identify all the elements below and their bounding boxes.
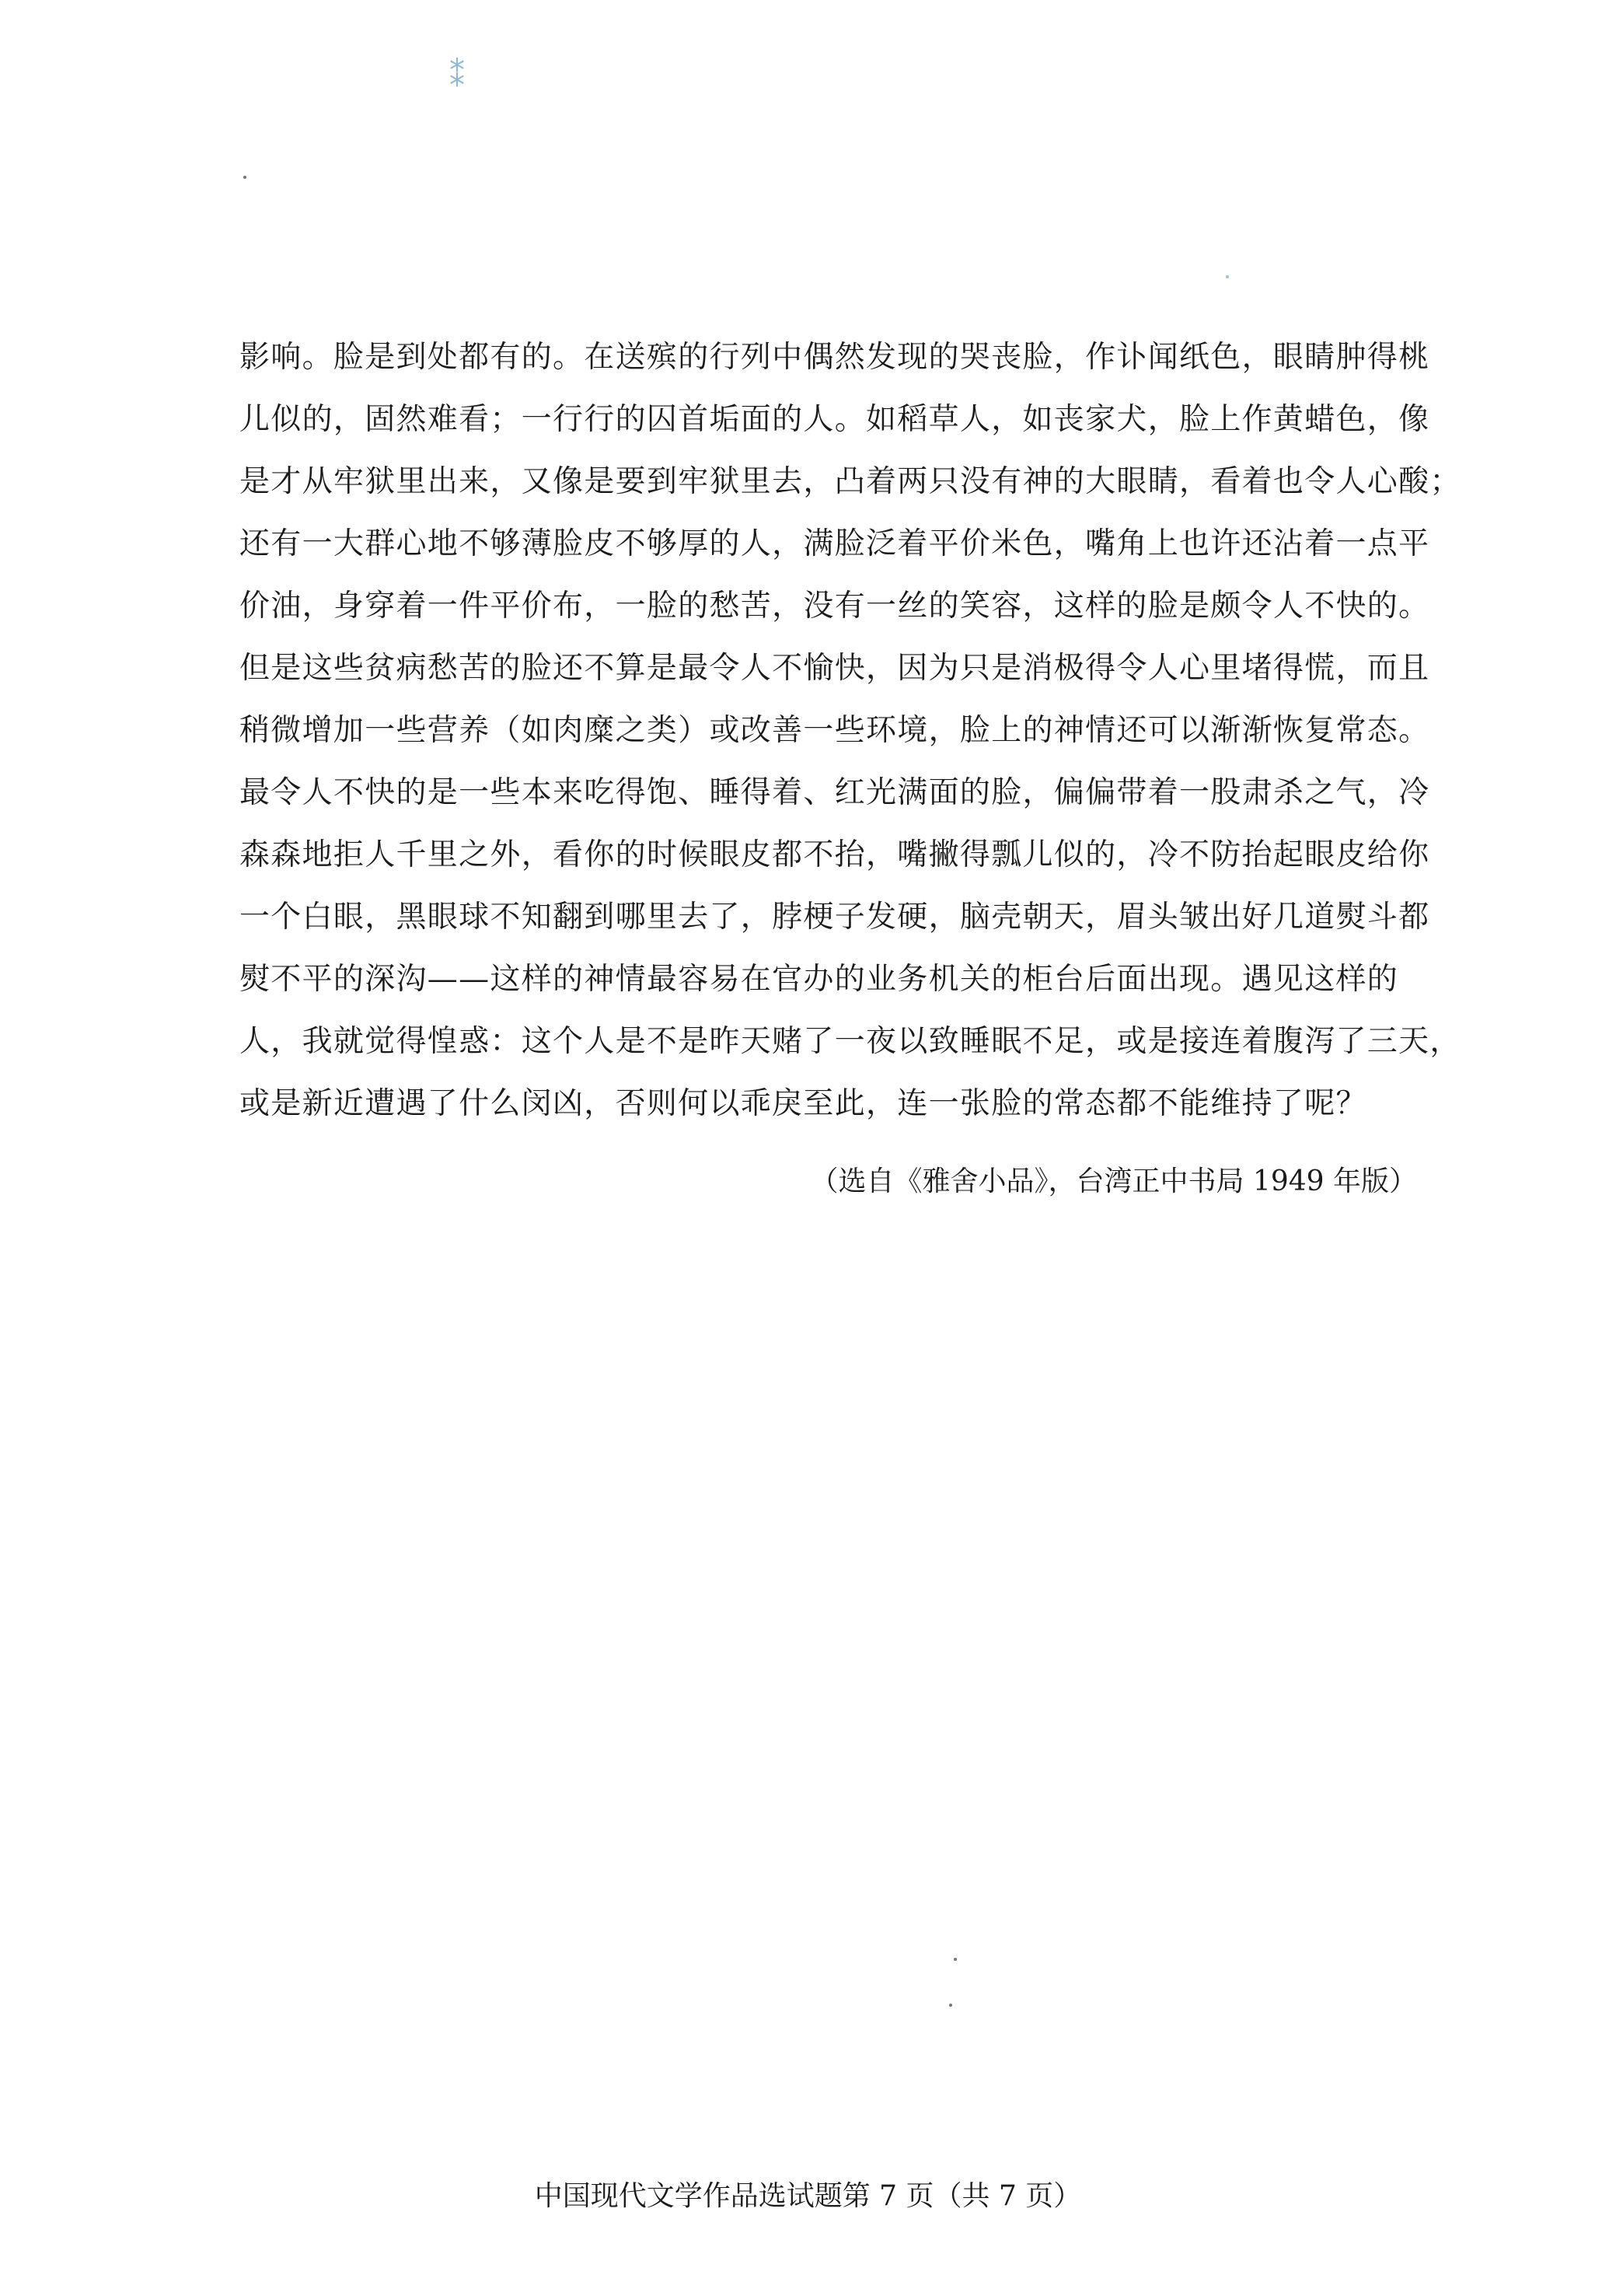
article-line: 还有一大群心地不够薄脸皮不够厚的人，满脸泛着平价米色，嘴角上也许还沾着一点平 (239, 526, 1430, 561)
article-body (239, 327, 1461, 1135)
article-line: 熨不平的深沟——这样的神情最容易在官办的业务机关的柜台后面出现。遇见这样的 (239, 962, 1399, 997)
article-line: 儿似的，固然难看；一行行的囚首垢面的人。如稻草人，如丧家犬，脸上作黄蜡色，像 (239, 402, 1430, 437)
article-line: 影响。脸是到处都有的。在送殡的行列中偶然发现的哭丧脸，作讣闻纸色，眼睛肿得桃 (239, 340, 1430, 375)
article-line: 森森地拒人千里之外，看你的时候眼皮都不抬，嘴撇得瓢儿似的，冷不防抬起眼皮给你 (239, 837, 1430, 872)
source-citation: （选自《雅舍小品》，台湾正中书局 1949 年版） (810, 1165, 1417, 1197)
scan-speck (1226, 275, 1229, 278)
scan-speck (243, 176, 246, 179)
article-line: 人，我就觉得惶惑：这个人是不是昨天赌了一夜以致睡眠不足，或是接连着腹泻了三天， (239, 1024, 1461, 1059)
article-line: 价油，身穿着一件平价布，一脸的愁苦，没有一丝的笑容，这样的脸是颇令人不快的。 (239, 589, 1430, 624)
article-line: 或是新近遭遇了什么闵凶，否则何以乖戾至此，连一张脸的常态都不能维持了呢？ (239, 1086, 1367, 1121)
article-line: 稍微增加一些营养（如肉糜之类）或改善一些环境，脸上的神情还可以渐渐恢复常态。 (239, 713, 1430, 748)
article-line: 最令人不快的是一些本来吃得饱、睡得着、红光满面的脸，偏偏带着一股肃杀之气，冷 (239, 775, 1430, 810)
article-line: 但是这些贫病愁苦的脸还不算是最令人不愉快，因为只是消极得令人心里堵得慌，而且 (239, 651, 1430, 686)
scan-artifact-mark: ⁑ (449, 58, 465, 94)
article-line: 是才从牢狱里出来，又像是要到牢狱里去，凸着两只没有神的大眼睛，看着也令人心酸； (239, 464, 1461, 499)
article-line: 一个白眼，黑眼球不知翻到哪里去了，脖梗子发硬，脑壳朝天，眉头皱出好几道熨斗都 (239, 900, 1430, 935)
scan-speck (954, 1958, 957, 1961)
page-footer: 中国现代文学作品选试题第 7 页（共 7 页） (534, 2180, 1082, 2212)
scan-speck (949, 2004, 952, 2007)
